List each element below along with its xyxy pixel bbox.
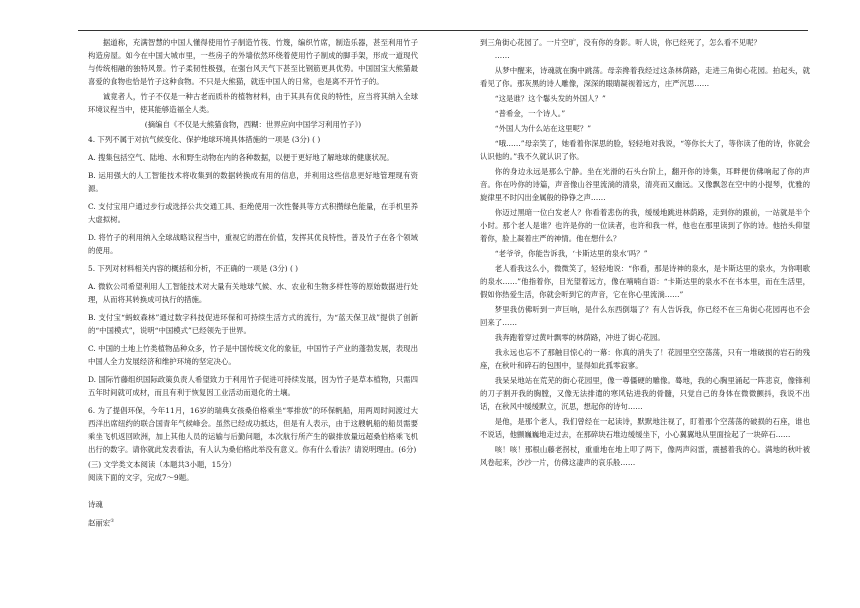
author-line (88, 515, 418, 529)
story-paragraph-14: 我永远也忘不了那触目惊心的一幕：你真的消失了！花园里空空荡荡，只有一堆破损的岩石的残座，在秋叶和碎石的包围中，显得如此孤零寂寥。 (480, 348, 810, 370)
q5-option-c: C. 中国的土地上竹类植物品种众多，竹子是中国传统文化的象征，中国竹子产业的蓬勃发展，表现出中国人全力发展经济和维护环境的坚定决心。 (88, 344, 418, 366)
dialogue-5: “老爷爷，你能告诉我，‘卡斯达里的泉水’吗？” (494, 249, 648, 258)
story-paragraph-3: 从梦中醒来，诗魂就在胸中跳荡。母亲搀着我经过这条林荫路，走进三角街心花园。拍起头，就看见了你。那灰黑的诗人雕像，深深的眼睛凝视着远方，庄严沉思…… (480, 66, 810, 88)
story-paragraph-16: 是他，是那个老人，我们曾经在一起读诗，默默地注视了，盯着那个空荡荡的破损的石座，谁也不说话，他颤巍巍地走过去，在那碎块石堆边缓缓坐下，小心翼翼地从里面捡起了一块碎石…… (480, 417, 810, 439)
story-paragraph-12: 梦里我仿佛听到一声巨响，是什么东西倒塌了？有人告诉我，你已经不在三角街心花园再也不会回来了…… (480, 305, 810, 327)
q5-option-a: A. 微软公司希望利用人工智能技术对大量有关地球气候、水、农业和生物多样性等的原始数据进行处理，从而将其转换成可执行的措施。 (88, 282, 418, 304)
story-paragraph-9: 你迈过黑暗一位白发老人？你看着悲伤的我，缓缓地跳进林荫路，走到你的跟前，一站就是半个小时。那个老人是谁？也许是你的一位读者，也许和我一样，他也在那里读到了你的诗。他抬头仰望着你，脸上凝着庄严的神情。他在想什么？ (480, 208, 810, 243)
question-4-stem: 4. 下列不属于对抗气候变化、保护地球环境具体措施的一项是 (3分) ( ) (88, 135, 321, 144)
dialogue-3: “外国人为什么站在这里呢？” (494, 124, 592, 133)
poem-title: 诗魂 (88, 500, 103, 509)
source-citation: (摘编自《不仅是大熊猫食物，西糊：世界应向中国学习利用竹子》) (144, 120, 362, 129)
q4-option-c: C. 支付宝用户通过步行或选择公共交通工具、拒绝使用一次性餐具等方式积攒绿色能量，在手机里养大虚拟树。 (88, 202, 418, 224)
intro-paragraph-1: 据道称，充满智慧的中国人懂得使用竹子制造竹筏、竹篾，编织竹席，制造乐器，甚至利用竹子构造房屋。如今在中国大城市里，一些房子的外墙依然环绕着使用竹子制成的脚手架，形成一道现代与传统相融的独特风景。竹子柔韧性极强，在强台风天气下甚至比钢筋更具优势。中国国宝大熊猫最喜爱的食物也恰是竹子这种食物。不只是大熊猫，就连中国人的日常，也是离不开竹子的。 (88, 38, 418, 86)
q4-option-d: D. 将竹子的利用纳入全球战略议程当中，重视它的潜在价值，发挥其优良特性，普及竹子在各个领域的使用。 (88, 233, 418, 255)
header-rule (78, 30, 808, 31)
reading-instruction: 阅读下面的文字，完成7～9题。 (88, 473, 194, 482)
author-name: 赵丽宏 (88, 518, 111, 528)
story-paragraph-17: 咳！咳！那根山藤老拐杖，重重地在地上叩了两下，像两声闷雷，震撼着我的心。满地的秋叶被风卷起来，沙沙一片，仿佛这凄声的哀乐般…… (480, 445, 810, 467)
q5-option-d: D. 国际竹藤组织国际政策负责人希望致力于利用竹子促进可持续发展，因为竹子是草本植物，只需四五年时间就可成材，而且有利于恢复因工业活动而退化的土壤。 (88, 375, 418, 397)
story-ellipsis: …… (494, 51, 510, 60)
q4-option-a: A. 搜集包括空气、陆地、水和野生动物在内的各种数据，以便于更好地了解地球的健康状况。 (88, 153, 394, 162)
intro-paragraph-2: 诚竟者人，竹子不仅是一种古老而质朴的植物材料，由于其具有优良的特性，应当将其纳入全球环境议程当中，使其能够造福全人类。 (88, 92, 418, 114)
author-footnote-mark: ① (110, 519, 115, 524)
q4-option-b: B. 运用强大的人工智能技术将收集到的数据转换成有用的信息，并利用这些信息更好地管理现有资源。 (88, 171, 418, 193)
story-paragraph-13: 我奔跑着穿过黄叶飘零的林荫路，冲进了街心花园。 (494, 333, 665, 342)
question-5-stem: 5. 下列对材料相关内容的概括和分析，不正确的一项是 (3分) ( ) (88, 264, 299, 273)
left-column (88, 36, 418, 529)
dialogue-1: “这是谁？这个鬈头发的外国人？” (494, 94, 606, 103)
story-paragraph-15: 我呆呆地站在荒芜的街心花园里，像一尊僵硬的雕像。蓦地，我的心胸里涌起一阵悲哀，像锋利的刀子割开我的胸膛，又像无法排遣的寒风钻进我的骨髓，只觉自己的身体在微微颤抖，我说不出话，在秋风中缓缓默立，沉思，想起你的诗句…… (480, 376, 810, 411)
dialogue-2: “普希金，一个诗人。” (494, 109, 566, 118)
story-paragraph-1: 到三角街心花园了。一片空旷，没有你的身影。听人说，你已经死了，怎么看不见呢？ (480, 38, 761, 47)
dialogue-4: “哦……”母亲笑了，她看着你深思的脸，轻轻地对我说，“等你长大了，等你读了他的诗，你就会认识他的。”我不久就认识了你。 (480, 139, 810, 161)
section-header: (三) 文学类文本阅读（本题共3小题，15分） (88, 460, 236, 469)
q5-option-b: B. 支付宝“蚂蚁森林”通过数字科技促进环保和可持续生活方式的流行，为“蓝天保卫战”提供了创新的“中国模式”，说明“中国模式”已经领先于世界。 (88, 313, 418, 335)
question-6-text: 6. 为了提倡环保，今年11月，16岁的瑞典女孩桑伯格乘坐“零排放”的环保帆船，用两周时间渡过大西洋出席纽约的联合国青年气候峰会。虽然已经成功抵达，但是有人表示，由于这艘帆船的船员需要乘坐飞机返回欧洲，加上其他人员的运输与后勤问题，本次航行所产生的碳排放量远超桑伯格乘飞机出行的数字。请你就此发表看法，有人认为桑伯格此举没有意义。你有什么看法？请说明理由。(6分) (88, 406, 418, 454)
right-column (480, 36, 810, 469)
story-paragraph-8: 你的身边永远是那么宁静。坐在光滑的石头台阶上，翻开你的诗集，耳畔便仿佛响起了你的声音。你在吟你的诗篇，声音像山谷里流淌的清泉，清亮而又幽远。又像飘忽在空中的小提琴，优雅的旋律里不时闪出金属般的铮铮之声…… (480, 167, 810, 202)
story-paragraph-11: 老人看我这么小，微微笑了，轻轻地说：“你看，那是诗神的泉水，是卡斯达里的泉水，为你唱歌的泉水……”他指着你，目光望着远方，像在喃喃自语：“卡斯达里的泉水不在书本里，而在生活里，假如你热爱生活，你就会听到它的声音，它在你心里流淌……” (480, 264, 810, 299)
